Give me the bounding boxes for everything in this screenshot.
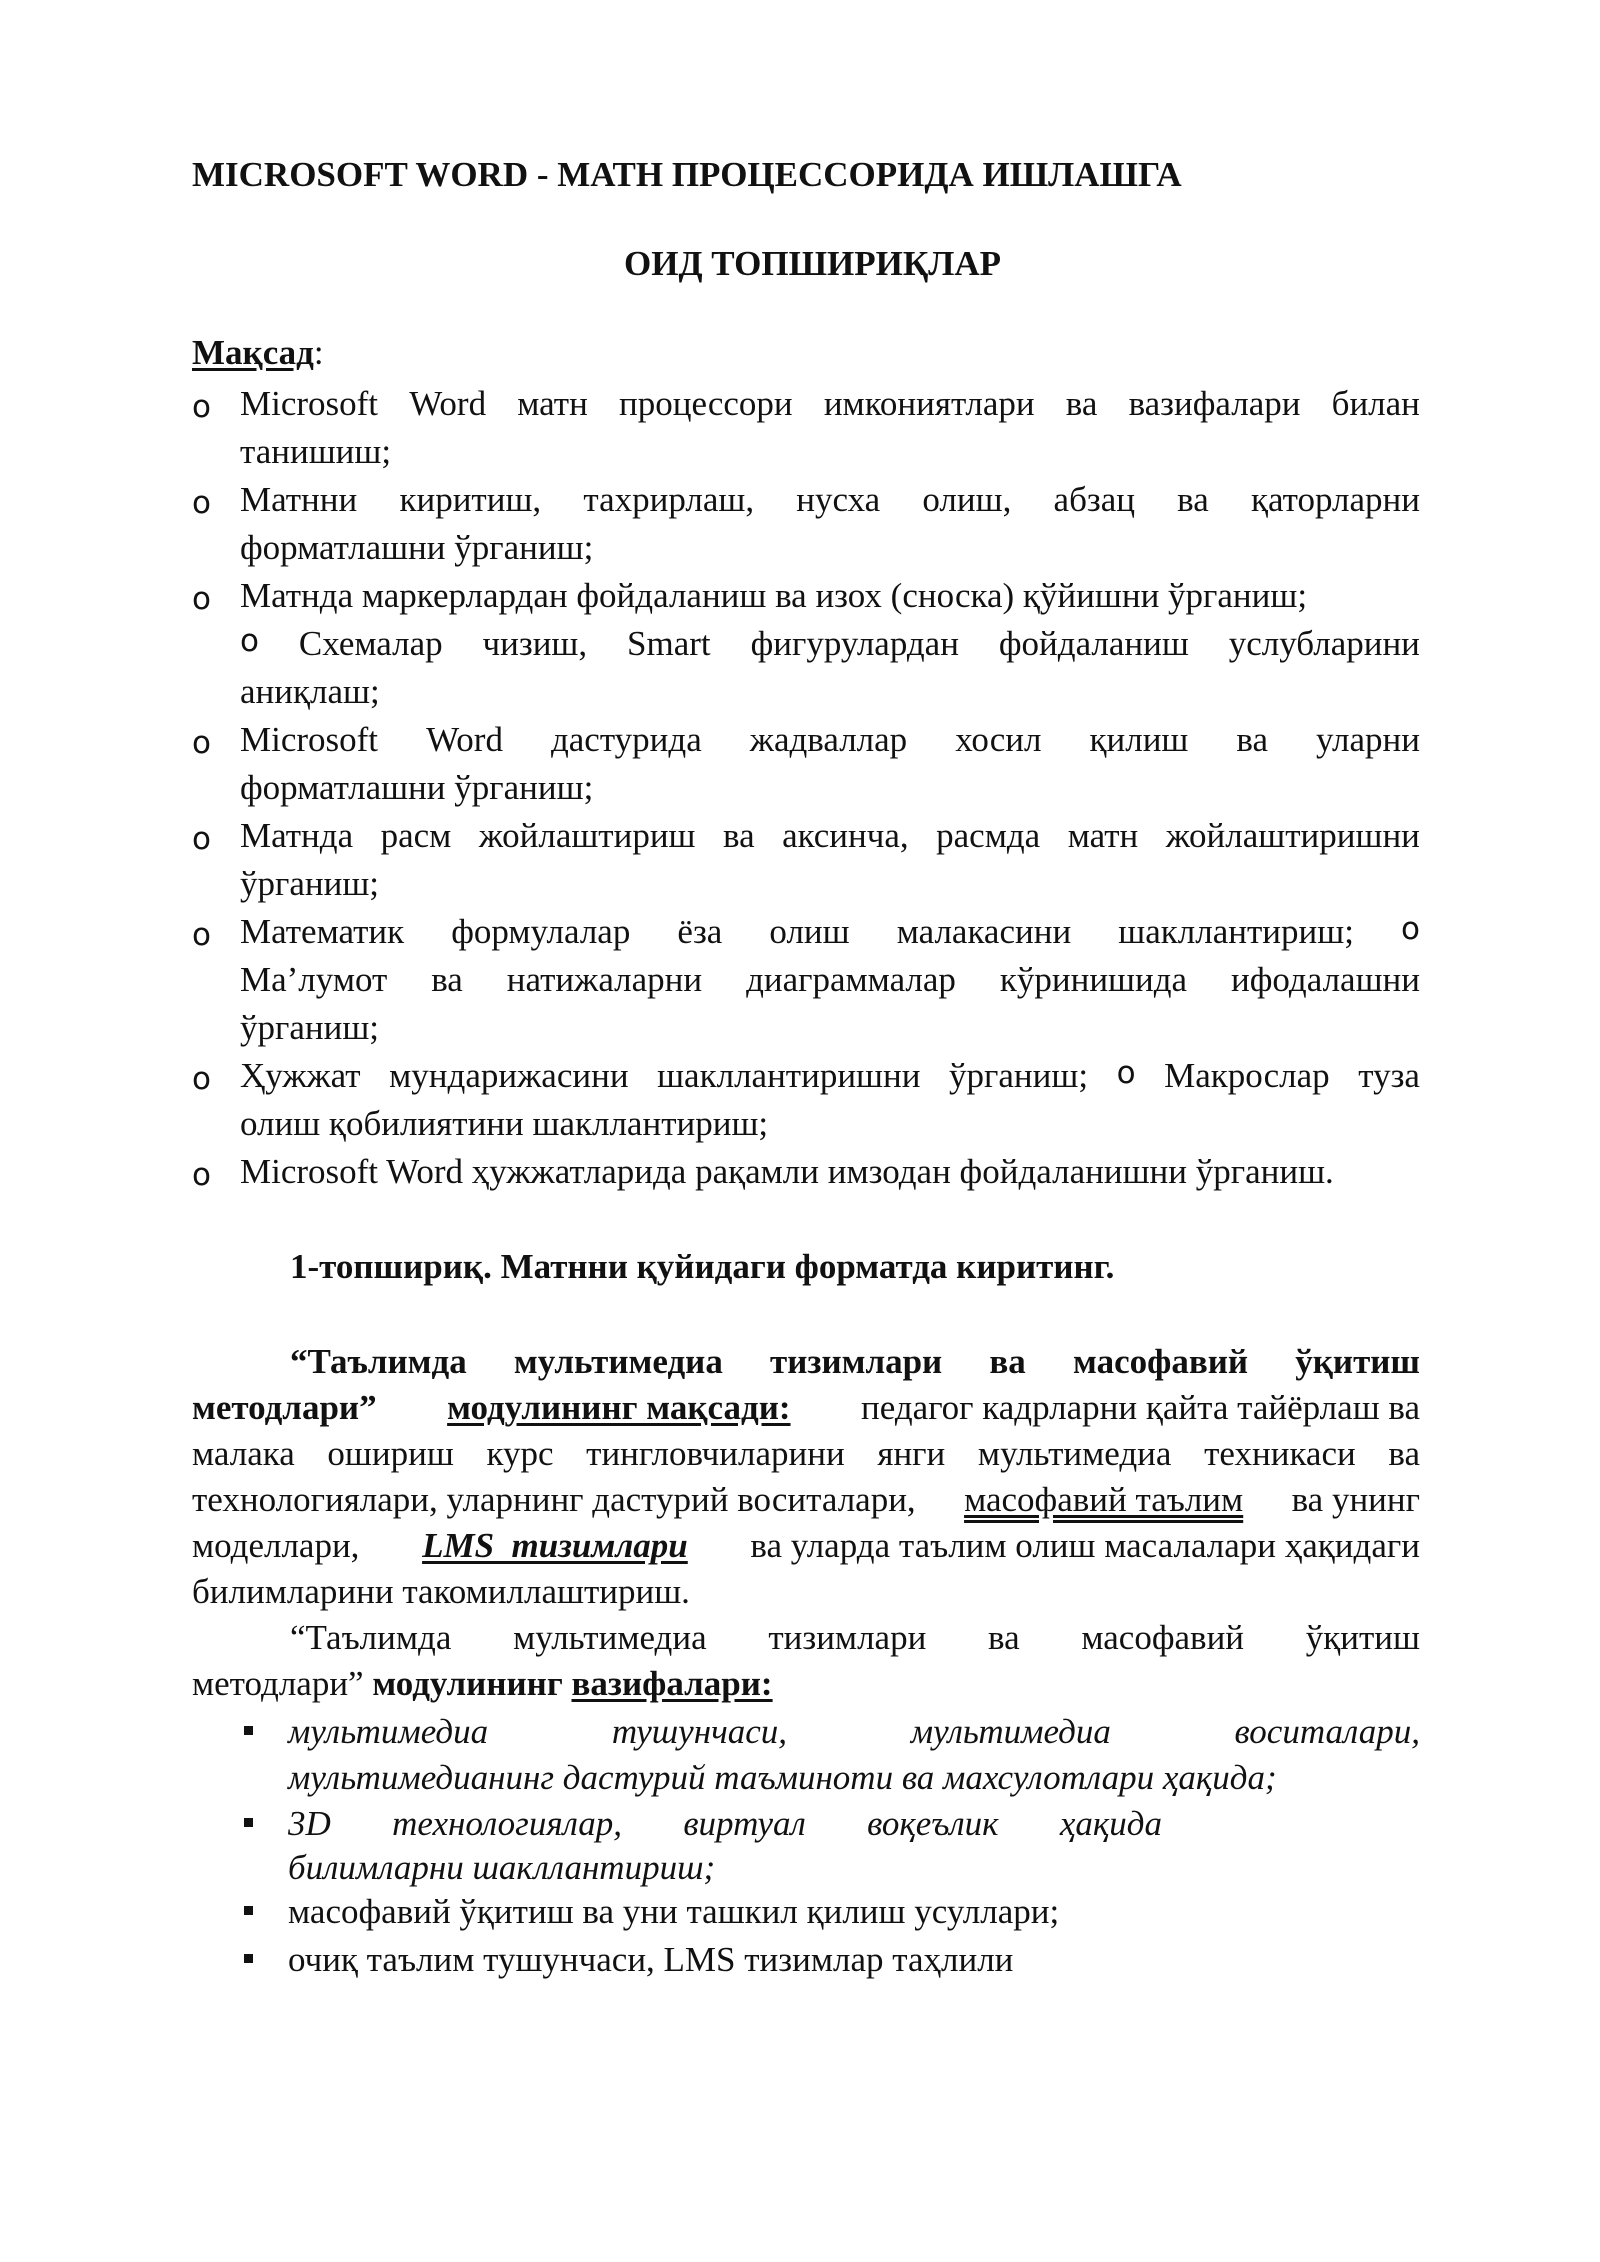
word: виртуал bbox=[683, 1804, 806, 1843]
word: аксинча, bbox=[782, 816, 909, 855]
word: абзац bbox=[1053, 480, 1135, 519]
word: қилиш bbox=[1089, 720, 1189, 759]
task-item-cont: мультимедианинг дастурий таъминоти ва махсулотлари ҳақида; bbox=[288, 1758, 1277, 1797]
goal-label: Мақсад bbox=[192, 333, 314, 372]
word: процессори bbox=[618, 384, 793, 423]
bold-text: методлари” bbox=[192, 1388, 377, 1427]
word: шакллантириш; bbox=[1118, 912, 1354, 951]
word: ва bbox=[431, 960, 463, 999]
word: воқеълик bbox=[867, 1804, 999, 1843]
goal-item-cont: аниқлаш; bbox=[240, 672, 380, 711]
para2-line bbox=[290, 1620, 1420, 1655]
word: туза bbox=[1358, 1056, 1420, 1095]
word: уларни bbox=[1316, 720, 1420, 759]
task-item bbox=[288, 1714, 1420, 1749]
goal-colon: : bbox=[313, 333, 324, 372]
word: ва bbox=[988, 1618, 1020, 1657]
underlined-heading: вазифалари: bbox=[571, 1664, 773, 1703]
word: Word bbox=[409, 384, 487, 423]
goal-item bbox=[240, 818, 1420, 853]
square-bullet-icon bbox=[244, 1906, 253, 1915]
goal-item bbox=[240, 722, 1420, 757]
word: хосил bbox=[955, 720, 1042, 759]
word: янги bbox=[877, 1434, 946, 1473]
bullet-o-icon: o bbox=[192, 581, 211, 617]
bullet-o-icon: o bbox=[192, 1061, 211, 1097]
bullet-o-icon: o bbox=[192, 485, 211, 521]
word: тизимлари bbox=[768, 1618, 927, 1657]
word: мультимедиа bbox=[288, 1712, 489, 1751]
task-item-cont: билимларни шакллантириш; bbox=[288, 1848, 716, 1887]
title-line-1: MICROSOFT WORD - МАТН ПРОЦЕССОРИДА ИШЛАШГА bbox=[192, 155, 1182, 194]
word: олиш, bbox=[922, 480, 1012, 519]
underlined-heading: модулининг мақсади: bbox=[447, 1388, 791, 1427]
goal-item-cont: олиш қобилиятини шакллантириш; bbox=[240, 1104, 769, 1143]
word: ва bbox=[989, 1342, 1026, 1381]
word: расмда bbox=[936, 816, 1041, 855]
goal-item bbox=[240, 386, 1420, 421]
text: педагог кадрларни қайта тайёрлаш ва bbox=[861, 1388, 1420, 1427]
square-bullet-icon bbox=[244, 1954, 253, 1963]
word: имкониятлари bbox=[823, 384, 1035, 423]
word: малакасини bbox=[896, 912, 1072, 951]
word: Макрослар bbox=[1164, 1056, 1330, 1095]
word: ҳақида bbox=[1059, 1804, 1162, 1843]
task-item bbox=[288, 1806, 1162, 1841]
word: нусха bbox=[796, 480, 881, 519]
word: Ҳужжат bbox=[240, 1056, 361, 1095]
bullet-o-icon: o bbox=[192, 1157, 211, 1193]
word: қаторларни bbox=[1250, 480, 1420, 519]
title-line-2: ОИД ТОПШИРИҚЛАР bbox=[624, 244, 1001, 283]
text: ва унинг bbox=[1291, 1480, 1420, 1519]
word: ошириш bbox=[327, 1434, 454, 1473]
word: ўқитиш bbox=[1305, 1618, 1420, 1657]
bullet-o-icon: o bbox=[1401, 911, 1420, 947]
goal-item-cont: форматлашни ўрганиш; bbox=[240, 528, 594, 567]
word: тингловчиларини bbox=[586, 1434, 845, 1473]
word: Smart bbox=[627, 624, 711, 663]
bold-italic-text: LMS тизимлари bbox=[422, 1526, 688, 1565]
goal-heading bbox=[192, 333, 324, 373]
word: кўринишида bbox=[999, 960, 1188, 999]
para1-line bbox=[192, 1482, 1420, 1517]
goal-item: Матнда маркерлардан фойдаланиш ва изох (сноска) қўйишни ўрганиш; bbox=[240, 576, 1308, 615]
goal-item bbox=[240, 623, 1420, 663]
word: расм bbox=[380, 816, 452, 855]
goal-item-cont: танишиш; bbox=[240, 432, 392, 471]
bullet-o-icon: o bbox=[1116, 1055, 1136, 1091]
word: Word bbox=[426, 720, 503, 759]
word: ва bbox=[1236, 720, 1269, 759]
word: услубларини bbox=[1228, 624, 1420, 663]
para1-line: билимларини такомиллаштириш. bbox=[192, 1572, 690, 1611]
word: формулалар bbox=[451, 912, 631, 951]
bullet-o-icon: o bbox=[192, 917, 211, 953]
goal-item-cont: ўрганиш; bbox=[240, 864, 380, 903]
word: малака bbox=[192, 1434, 295, 1473]
word: ва bbox=[1177, 480, 1209, 519]
goal-item bbox=[240, 482, 1420, 517]
word: жойлаштириш bbox=[478, 816, 696, 855]
word: масофавий bbox=[1081, 1618, 1245, 1657]
bold-text: модулининг bbox=[372, 1664, 563, 1703]
word: масофавий bbox=[1072, 1342, 1249, 1381]
bullet-o-icon: o bbox=[240, 623, 259, 659]
goal-item-cont bbox=[240, 962, 1420, 997]
word: мультимедиа bbox=[513, 1342, 723, 1381]
bullet-o-icon: o bbox=[192, 389, 211, 425]
goal-item-cont: ўрганиш; bbox=[240, 1008, 380, 1047]
bullet-o-icon: o bbox=[192, 821, 211, 857]
word: ёза bbox=[677, 912, 723, 951]
word: ва bbox=[723, 816, 755, 855]
square-bullet-icon bbox=[244, 1726, 253, 1735]
word: 3D bbox=[288, 1804, 331, 1843]
text: ва уларда таълим олиш масалалари ҳақидаги bbox=[750, 1526, 1420, 1565]
word: Матнда bbox=[240, 816, 354, 855]
word: олиш bbox=[769, 912, 850, 951]
word: чизиш, bbox=[482, 624, 588, 663]
task-item: масофавий ўқитиш ва уни ташкил қилиш усуллари; bbox=[288, 1892, 1060, 1931]
word: фойдаланиш bbox=[998, 624, 1189, 663]
para1-line bbox=[192, 1436, 1420, 1471]
word: ўрганиш; bbox=[949, 1056, 1089, 1095]
word: Microsoft bbox=[240, 384, 379, 423]
square-bullet-icon bbox=[244, 1818, 253, 1827]
word: технологиялар, bbox=[392, 1804, 623, 1843]
text: моделлари, bbox=[192, 1526, 360, 1565]
text: технологиялари, уларнинг дастурий воситалари, bbox=[192, 1480, 916, 1519]
word: воситалари, bbox=[1234, 1712, 1420, 1751]
word: дастурида bbox=[550, 720, 702, 759]
word: ва bbox=[1065, 384, 1098, 423]
word: ифодалашни bbox=[1231, 960, 1420, 999]
para1-line bbox=[192, 1390, 1420, 1425]
word: киритиш, bbox=[399, 480, 542, 519]
word: тизимлари bbox=[770, 1342, 943, 1381]
word: мультимедиа bbox=[977, 1434, 1172, 1473]
word: шакллантиришни bbox=[657, 1056, 921, 1095]
word: матн bbox=[517, 384, 588, 423]
para1-line bbox=[192, 1528, 1420, 1563]
para1-line bbox=[290, 1344, 1420, 1379]
word: жадваллар bbox=[749, 720, 908, 759]
goal-item-cont: форматлашни ўрганиш; bbox=[240, 768, 594, 807]
word: Ма’лумот bbox=[240, 960, 388, 999]
word: Схемалар bbox=[298, 624, 443, 663]
word: “Таълимда bbox=[290, 1342, 467, 1381]
word: тахрирлаш, bbox=[583, 480, 755, 519]
word: “Таълимда bbox=[290, 1618, 452, 1657]
para2-line bbox=[192, 1666, 773, 1701]
goal-item: Microsoft Word ҳужжатларида рақамли имзодан фойдаланишни ўрганиш. bbox=[240, 1152, 1334, 1191]
word: ва bbox=[1388, 1434, 1420, 1473]
goal-item bbox=[240, 911, 1420, 951]
word: ўқитиш bbox=[1295, 1342, 1420, 1381]
goal-item bbox=[240, 1055, 1420, 1095]
word: Математик bbox=[240, 912, 405, 951]
word: тушунчаси, bbox=[611, 1712, 788, 1751]
word: билан bbox=[1331, 384, 1420, 423]
bullet-o-icon: o bbox=[192, 725, 211, 761]
word: мундарижасини bbox=[389, 1056, 629, 1095]
task-1-title: 1-топшириқ. Матнни қуйидаги форматда киритинг. bbox=[290, 1247, 1115, 1286]
task-item: очиқ таълим тушунчаси, LMS тизимлар таҳлили bbox=[288, 1940, 1014, 1979]
word: Матнни bbox=[240, 480, 358, 519]
word: вазифалари bbox=[1128, 384, 1301, 423]
word: мультимедиа bbox=[910, 1712, 1111, 1751]
word: мультимедиа bbox=[513, 1618, 707, 1657]
word: Microsoft bbox=[240, 720, 379, 759]
word: матн bbox=[1067, 816, 1139, 855]
word: жойлаштиришни bbox=[1165, 816, 1420, 855]
word: натижаларни bbox=[506, 960, 703, 999]
double-underlined-text: масофавий таълим bbox=[964, 1480, 1244, 1519]
text: методлари” bbox=[192, 1664, 364, 1703]
word: техникаси bbox=[1204, 1434, 1356, 1473]
word: диаграммалар bbox=[746, 960, 956, 999]
word: курс bbox=[486, 1434, 554, 1473]
word: фигурулардан bbox=[750, 624, 959, 663]
